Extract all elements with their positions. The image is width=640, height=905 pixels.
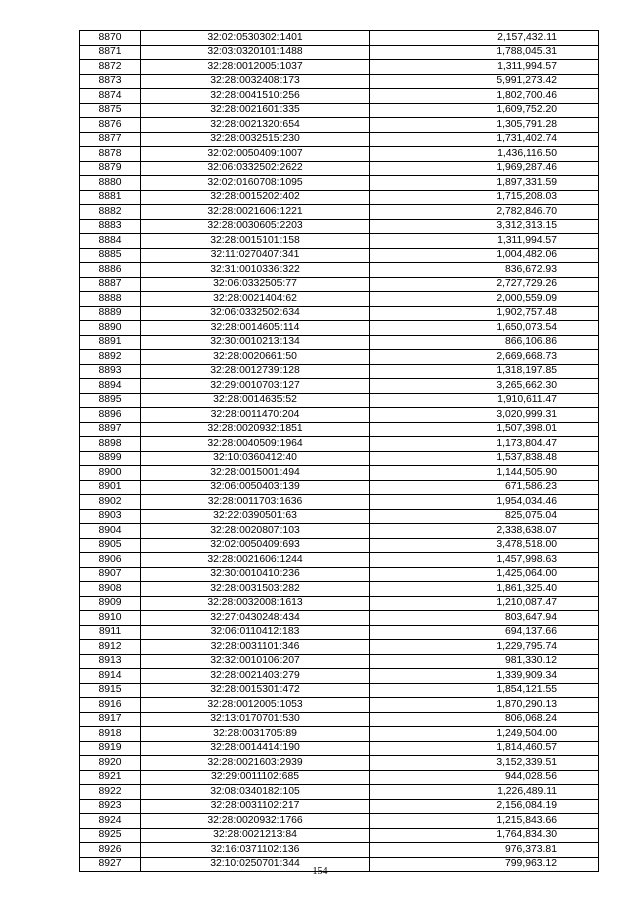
cadastral-number-cell: 32:28:0032408:173 <box>141 74 370 89</box>
row-number-cell: 8912 <box>80 640 141 655</box>
row-number-cell: 8877 <box>80 132 141 147</box>
row-number-cell: 8927 <box>80 857 141 872</box>
table-row <box>80 335 599 350</box>
cadastral-number-cell: 32:29:0011102:685 <box>141 770 370 785</box>
cadastral-number-cell: 32:28:0020661:50 <box>141 350 370 365</box>
row-number-cell: 8890 <box>80 321 141 336</box>
table-row <box>80 727 599 742</box>
cadastral-number-cell: 32:06:0332502:2622 <box>141 161 370 176</box>
table-row <box>80 451 599 466</box>
table-row <box>80 422 599 437</box>
value-cell: 1,229,795.74 <box>370 640 599 655</box>
cadastral-number-cell: 32:06:0110412:183 <box>141 625 370 640</box>
value-cell: 1,788,045.31 <box>370 45 599 60</box>
value-cell: 1,311,994.57 <box>370 60 599 75</box>
cadastral-number-cell: 32:28:0020932:1851 <box>141 422 370 437</box>
row-number-cell: 8876 <box>80 118 141 133</box>
value-cell: 1,144,505.90 <box>370 466 599 481</box>
value-cell: 2,157,432.11 <box>370 31 599 46</box>
value-cell: 1,969,287.46 <box>370 161 599 176</box>
value-cell: 1,004,482.06 <box>370 248 599 263</box>
value-cell: 1,215,843.66 <box>370 814 599 829</box>
table-row <box>80 582 599 597</box>
cadastral-number-cell: 32:28:0021601:335 <box>141 103 370 118</box>
cadastral-number-cell: 32:28:0032515:230 <box>141 132 370 147</box>
table-row <box>80 132 599 147</box>
row-number-cell: 8888 <box>80 292 141 307</box>
row-number-cell: 8920 <box>80 756 141 771</box>
cadastral-number-cell: 32:28:0015001:494 <box>141 466 370 481</box>
row-number-cell: 8922 <box>80 785 141 800</box>
row-number-cell: 8881 <box>80 190 141 205</box>
cadastral-number-cell: 32:10:0360412:40 <box>141 451 370 466</box>
value-cell: 806,068.24 <box>370 712 599 727</box>
value-cell: 1,870,290.13 <box>370 698 599 713</box>
row-number-cell: 8908 <box>80 582 141 597</box>
cadastral-number-cell: 32:27:0430248:434 <box>141 611 370 626</box>
row-number-cell: 8896 <box>80 408 141 423</box>
cadastral-number-cell: 32:28:0041510:256 <box>141 89 370 104</box>
table-row <box>80 393 599 408</box>
table-row <box>80 263 599 278</box>
cadastral-number-cell: 32:28:0011470:204 <box>141 408 370 423</box>
row-number-cell: 8915 <box>80 683 141 698</box>
value-cell: 3,312,313.15 <box>370 219 599 234</box>
row-number-cell: 8895 <box>80 393 141 408</box>
row-number-cell: 8884 <box>80 234 141 249</box>
value-cell: 2,156,084.19 <box>370 799 599 814</box>
table-row <box>80 480 599 495</box>
row-number-cell: 8904 <box>80 524 141 539</box>
row-number-cell: 8886 <box>80 263 141 278</box>
table-row <box>80 364 599 379</box>
table-row <box>80 524 599 539</box>
table-row <box>80 814 599 829</box>
table-row <box>80 538 599 553</box>
row-number-cell: 8883 <box>80 219 141 234</box>
table-row <box>80 756 599 771</box>
value-cell: 1,954,034.46 <box>370 495 599 510</box>
row-number-cell: 8917 <box>80 712 141 727</box>
row-number-cell: 8907 <box>80 567 141 582</box>
cadastral-number-cell: 32:29:0010703:127 <box>141 379 370 394</box>
cadastral-number-cell: 32:28:0021320:654 <box>141 118 370 133</box>
table-row <box>80 190 599 205</box>
row-number-cell: 8891 <box>80 335 141 350</box>
row-number-cell: 8903 <box>80 509 141 524</box>
table-row <box>80 60 599 75</box>
value-cell: 1,210,087.47 <box>370 596 599 611</box>
value-cell: 5,991,273.42 <box>370 74 599 89</box>
row-number-cell: 8906 <box>80 553 141 568</box>
cadastral-number-cell: 32:02:0160708:1095 <box>141 176 370 191</box>
cadastral-number-cell: 32:22:0390501:63 <box>141 509 370 524</box>
cadastral-number-cell: 32:03:0320101:1488 <box>141 45 370 60</box>
cadastral-number-cell: 32:28:0021403:279 <box>141 669 370 684</box>
row-number-cell: 8871 <box>80 45 141 60</box>
cadastral-number-cell: 32:02:0530302:1401 <box>141 31 370 46</box>
table-row <box>80 306 599 321</box>
table-row <box>80 118 599 133</box>
table-row <box>80 611 599 626</box>
value-cell: 1,910,611.47 <box>370 393 599 408</box>
row-number-cell: 8875 <box>80 103 141 118</box>
row-number-cell: 8921 <box>80 770 141 785</box>
page-number: - 154 - <box>306 866 334 877</box>
table-row <box>80 248 599 263</box>
value-cell: 981,330.12 <box>370 654 599 669</box>
table-row <box>80 495 599 510</box>
row-number-cell: 8905 <box>80 538 141 553</box>
value-cell: 866,106.86 <box>370 335 599 350</box>
table-row <box>80 712 599 727</box>
cadastral-number-cell: 32:28:0030605:2203 <box>141 219 370 234</box>
value-cell: 1,609,752.20 <box>370 103 599 118</box>
cadastral-number-cell: 32:28:0021603:2939 <box>141 756 370 771</box>
table-row <box>80 103 599 118</box>
table-row <box>80 350 599 365</box>
cadastral-number-cell: 32:06:0332502:634 <box>141 306 370 321</box>
value-cell: 3,020,999.31 <box>370 408 599 423</box>
row-number-cell: 8900 <box>80 466 141 481</box>
row-number-cell: 8909 <box>80 596 141 611</box>
cadastral-number-cell: 32:11:0270407:341 <box>141 248 370 263</box>
cadastral-number-cell: 32:31:0010336:322 <box>141 263 370 278</box>
row-number-cell: 8887 <box>80 277 141 292</box>
value-cell: 2,000,559.09 <box>370 292 599 307</box>
row-number-cell: 8914 <box>80 669 141 684</box>
table-row <box>80 625 599 640</box>
value-cell: 1,650,073.54 <box>370 321 599 336</box>
row-number-cell: 8897 <box>80 422 141 437</box>
cadastral-number-cell: 32:06:0050403:139 <box>141 480 370 495</box>
value-cell: 1,311,994.57 <box>370 234 599 249</box>
table-row <box>80 292 599 307</box>
row-number-cell: 8926 <box>80 843 141 858</box>
table-row <box>80 509 599 524</box>
cadastral-number-cell: 32:28:0031101:346 <box>141 640 370 655</box>
value-cell: 836,672.93 <box>370 263 599 278</box>
table-row <box>80 654 599 669</box>
table-row <box>80 741 599 756</box>
table-row <box>80 669 599 684</box>
cadastral-number-cell: 32:28:0021404:62 <box>141 292 370 307</box>
row-number-cell: 8923 <box>80 799 141 814</box>
table-row <box>80 843 599 858</box>
value-cell: 671,586.23 <box>370 480 599 495</box>
cadastral-number-cell: 32:28:0020807:103 <box>141 524 370 539</box>
cadastral-number-cell: 32:28:0040509:1964 <box>141 437 370 452</box>
table-body <box>80 31 599 872</box>
value-cell: 1,861,325.40 <box>370 582 599 597</box>
value-cell: 1,226,489.11 <box>370 785 599 800</box>
cadastral-number-cell: 32:28:0014635:52 <box>141 393 370 408</box>
row-number-cell: 8878 <box>80 147 141 162</box>
row-number-cell: 8879 <box>80 161 141 176</box>
value-cell: 2,669,668.73 <box>370 350 599 365</box>
table-row <box>80 234 599 249</box>
cadastral-number-cell: 32:28:0021606:1244 <box>141 553 370 568</box>
value-cell: 1,731,402.74 <box>370 132 599 147</box>
value-cell: 1,764,834.30 <box>370 828 599 843</box>
value-cell: 799,963.12 <box>370 857 599 872</box>
value-cell: 1,457,998.63 <box>370 553 599 568</box>
value-cell: 1,339,909.34 <box>370 669 599 684</box>
table-row <box>80 31 599 46</box>
value-cell: 2,727,729.26 <box>370 277 599 292</box>
table-row <box>80 553 599 568</box>
value-cell: 976,373.81 <box>370 843 599 858</box>
row-number-cell: 8894 <box>80 379 141 394</box>
row-number-cell: 8880 <box>80 176 141 191</box>
cadastral-number-cell: 32:10:0250701:344 <box>141 857 370 872</box>
table-row <box>80 828 599 843</box>
value-cell: 694,137.66 <box>370 625 599 640</box>
row-number-cell: 8919 <box>80 741 141 756</box>
table-row <box>80 799 599 814</box>
row-number-cell: 8893 <box>80 364 141 379</box>
value-cell: 1,305,791.28 <box>370 118 599 133</box>
row-number-cell: 8918 <box>80 727 141 742</box>
cadastral-number-cell: 32:06:0332505:77 <box>141 277 370 292</box>
value-cell: 1,318,197.85 <box>370 364 599 379</box>
cadastral-number-cell: 32:28:0014605:114 <box>141 321 370 336</box>
cadastral-number-cell: 32:08:0340182:105 <box>141 785 370 800</box>
row-number-cell: 8898 <box>80 437 141 452</box>
table-row <box>80 161 599 176</box>
value-cell: 1,507,398.01 <box>370 422 599 437</box>
row-number-cell: 8901 <box>80 480 141 495</box>
table-row <box>80 596 599 611</box>
row-number-cell: 8885 <box>80 248 141 263</box>
row-number-cell: 8882 <box>80 205 141 220</box>
table-row <box>80 466 599 481</box>
cadastral-number-cell: 32:02:0050409:1007 <box>141 147 370 162</box>
cadastral-number-cell: 32:30:0010213:134 <box>141 335 370 350</box>
value-cell: 1,436,116.50 <box>370 147 599 162</box>
cadastral-number-cell: 32:30:0010410:236 <box>141 567 370 582</box>
table-row <box>80 640 599 655</box>
cadastral-value-table <box>79 30 599 872</box>
value-cell: 3,152,339.51 <box>370 756 599 771</box>
cadastral-number-cell: 32:28:0031503:282 <box>141 582 370 597</box>
value-cell: 1,814,460.57 <box>370 741 599 756</box>
table-row <box>80 89 599 104</box>
table-row <box>80 321 599 336</box>
row-number-cell: 8924 <box>80 814 141 829</box>
cadastral-number-cell: 32:28:0015101:158 <box>141 234 370 249</box>
table-row <box>80 683 599 698</box>
row-number-cell: 8892 <box>80 350 141 365</box>
row-number-cell: 8872 <box>80 60 141 75</box>
table-row <box>80 176 599 191</box>
value-cell: 1,802,700.46 <box>370 89 599 104</box>
table-row <box>80 379 599 394</box>
table-row <box>80 277 599 292</box>
row-number-cell: 8874 <box>80 89 141 104</box>
value-cell: 1,249,504.00 <box>370 727 599 742</box>
cadastral-number-cell: 32:28:0015202:402 <box>141 190 370 205</box>
cadastral-number-cell: 32:28:0032008:1613 <box>141 596 370 611</box>
row-number-cell: 8902 <box>80 495 141 510</box>
table-row <box>80 205 599 220</box>
cadastral-number-cell: 32:28:0012739:128 <box>141 364 370 379</box>
cadastral-number-cell: 32:28:0011703:1636 <box>141 495 370 510</box>
value-cell: 803,647.94 <box>370 611 599 626</box>
table-row <box>80 785 599 800</box>
value-cell: 3,265,662.30 <box>370 379 599 394</box>
row-number-cell: 8870 <box>80 31 141 46</box>
value-cell: 2,782,846.70 <box>370 205 599 220</box>
cadastral-number-cell: 32:28:0012005:1037 <box>141 60 370 75</box>
table-row <box>80 45 599 60</box>
row-number-cell: 8889 <box>80 306 141 321</box>
cadastral-number-cell: 32:16:0371102:136 <box>141 843 370 858</box>
table-row <box>80 219 599 234</box>
value-cell: 1,537,838.48 <box>370 451 599 466</box>
cadastral-number-cell: 32:28:0020932:1766 <box>141 814 370 829</box>
table-row <box>80 147 599 162</box>
cadastral-number-cell: 32:28:0021213:84 <box>141 828 370 843</box>
cadastral-number-cell: 32:28:0015301:472 <box>141 683 370 698</box>
cadastral-number-cell: 32:28:0021606:1221 <box>141 205 370 220</box>
cadastral-number-cell: 32:13:0170701:530 <box>141 712 370 727</box>
value-cell: 1,897,331.59 <box>370 176 599 191</box>
table-row <box>80 698 599 713</box>
row-number-cell: 8913 <box>80 654 141 669</box>
value-cell: 1,715,208.03 <box>370 190 599 205</box>
value-cell: 3,478,518.00 <box>370 538 599 553</box>
row-number-cell: 8910 <box>80 611 141 626</box>
value-cell: 2,338,638.07 <box>370 524 599 539</box>
table-row <box>80 770 599 785</box>
value-cell: 825,075.04 <box>370 509 599 524</box>
value-cell: 1,173,804.47 <box>370 437 599 452</box>
cadastral-number-cell: 32:28:0031102:217 <box>141 799 370 814</box>
table-row <box>80 408 599 423</box>
row-number-cell: 8899 <box>80 451 141 466</box>
cadastral-number-cell: 32:32:0010106:207 <box>141 654 370 669</box>
value-cell: 944,028.56 <box>370 770 599 785</box>
row-number-cell: 8911 <box>80 625 141 640</box>
row-number-cell: 8916 <box>80 698 141 713</box>
cadastral-number-cell: 32:02:0050409:693 <box>141 538 370 553</box>
table-row <box>80 437 599 452</box>
value-cell: 1,902,757.48 <box>370 306 599 321</box>
cadastral-number-cell: 32:28:0014414:190 <box>141 741 370 756</box>
value-cell: 1,425,064.00 <box>370 567 599 582</box>
cadastral-number-cell: 32:28:0031705:89 <box>141 727 370 742</box>
table-row <box>80 567 599 582</box>
value-cell: 1,854,121.55 <box>370 683 599 698</box>
row-number-cell: 8925 <box>80 828 141 843</box>
row-number-cell: 8873 <box>80 74 141 89</box>
cadastral-number-cell: 32:28:0012005:1053 <box>141 698 370 713</box>
table-row <box>80 74 599 89</box>
